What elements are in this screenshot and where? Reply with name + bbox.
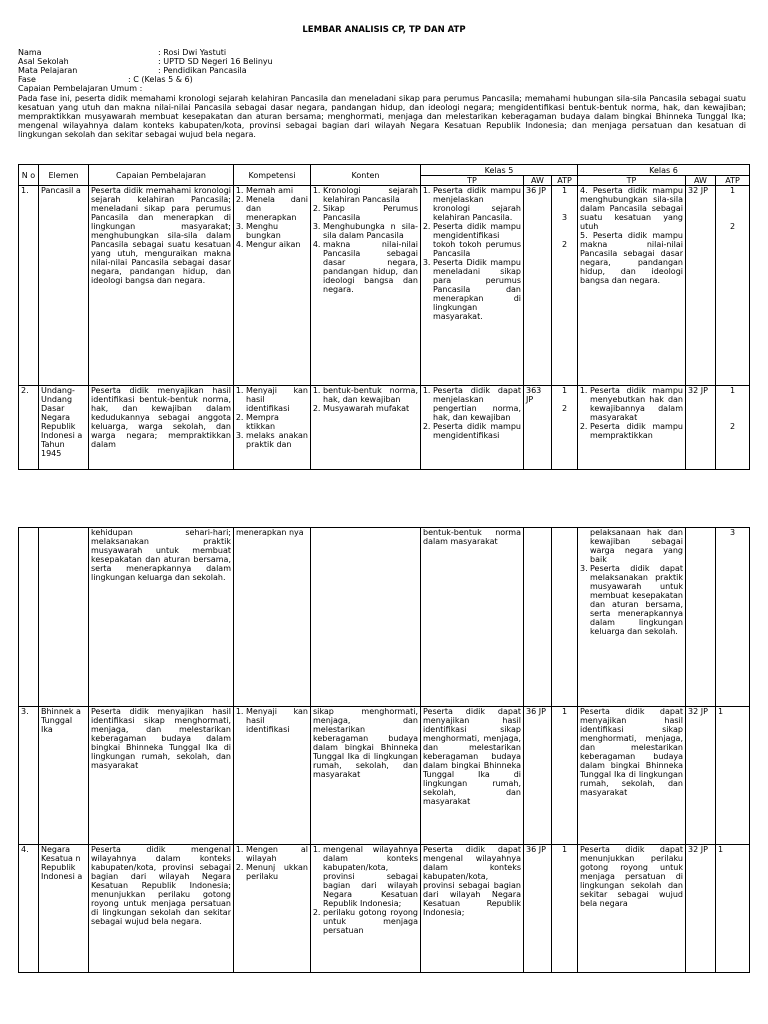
list-item: Peserta didik dapat melaksanakan praktik musyawarah untuk membuat kesepakatan dan aturan bersama, serta menerapkannya dalam lingkungan keluarga dan sekolah. xyxy=(590,564,683,636)
header-atp-kelas-5: ATP xyxy=(552,176,578,186)
row-tp-kelas-5-cont: bentuk-bentuk norma dalam masyarakat xyxy=(421,528,524,707)
list-item: 4. Mengur aikan xyxy=(246,240,308,249)
header-atp-kelas-6: ATP xyxy=(716,176,750,186)
row-elemen: Bhinnek a Tunggal Ika xyxy=(39,707,89,845)
row-elemen: Undang-Undang Dasar Negara Republik Indonesi a Tahun 1945 xyxy=(39,386,89,470)
table-row xyxy=(19,186,750,386)
list-item: 1. bentuk-bentuk norma, hak, dan kewajiban xyxy=(323,386,418,404)
row-aw-kelas-6: 32 JP xyxy=(686,845,716,973)
atp-value: 2 xyxy=(561,404,568,413)
list-item: 1. Menyaji kan hasil identifikasi xyxy=(246,707,308,734)
meta-cp-umum-label xyxy=(18,84,750,93)
row-atp-kelas-5-empty xyxy=(552,528,578,707)
list-item: 3. Peserta Didik mampu meneladani sikap para perumus Pancasila dan menerapkan di lingkungan masyarakat. xyxy=(433,258,521,321)
list-item: 2. Peserta didik mampu mengidentifikasi tokoh tokoh perumus Pancasila xyxy=(433,222,521,258)
analysis-table-page-2 xyxy=(18,527,750,973)
list-item: 3. melaks anakan praktik dan xyxy=(246,431,308,449)
row-number: 4. xyxy=(19,845,39,973)
meta-mata-pelajaran xyxy=(18,66,750,75)
row-aw-kelas-5: 36 JP xyxy=(524,845,552,973)
meta-label: Capaian Pembelajaran Umum xyxy=(18,84,138,93)
row-capaian-pembelajaran: Peserta didik menyajikan hasil identifikasi sikap menghormati, menjaga, dan melestarikan keberagaman budaya dalam bingkai Bhinneka Tunggal Ika di lingkungan rumah, sekolah, dan masyarakat xyxy=(89,707,234,845)
row-atp-kelas-6: 1 xyxy=(716,707,750,845)
row-kompetensi xyxy=(234,386,311,470)
table-row xyxy=(19,707,750,845)
header-kelas-5: Kelas 5 xyxy=(421,165,578,176)
list-item: 2. Menunj ukkan perilaku xyxy=(246,863,308,881)
tp-continuation: pelaksanaan hak dan kewajiban sebagai warga negara yang baik xyxy=(590,528,683,564)
meta-asal-sekolah xyxy=(18,57,750,66)
row-capaian-pembelajaran: Peserta didik mengenal wilayahnya dalam konteks kabupaten/kota, provinsi sebagai bagian dari wilayah Negara Kesatuan Republik Indonesia; menunjukkan perilaku gotong royong untuk menjaga persatuan di lingkungan sekolah dan sekitar sebagai wujud bela negara. xyxy=(89,845,234,973)
row-atp-kelas-5: 1 xyxy=(552,707,578,845)
list-item: 1. Kronologi sejarah kelahiran Pancasila xyxy=(323,186,418,204)
meta-value: : Rosi Dwi Yastuti xyxy=(158,48,227,57)
header-tp-kelas-5: TP xyxy=(421,176,524,186)
row-tp-kelas-6: Peserta didik dapat menunjukkan perilaku gotong royong untuk menjaga persatuan di lingkungan sekolah dan sekitar sebagai wujud bela negara xyxy=(578,845,686,973)
row-kompetensi xyxy=(234,845,311,973)
meta-label: Fase xyxy=(18,75,36,84)
list-item: 2. Musyawarah mufakat xyxy=(323,404,418,413)
document-title: LEMBAR ANALISIS CP, TP DAN ATP xyxy=(302,25,466,35)
row-konten xyxy=(311,845,421,973)
list-item: 1. Menyaji kan hasil identifikasi xyxy=(246,386,308,413)
header-kelas-6: Kelas 6 xyxy=(578,165,750,176)
row-atp-kelas-6-cont: 3 xyxy=(716,528,750,707)
table-row xyxy=(19,386,750,470)
row-aw-kelas-6: 32 JP xyxy=(686,186,716,386)
row-aw-kelas-5: 36 JP xyxy=(524,707,552,845)
list-item: 2. Peserta didik mampu mempraktikkan xyxy=(590,422,683,440)
row-tp-kelas-6-cont xyxy=(578,528,686,707)
row-aw-kelas-5: 363 JP xyxy=(524,386,552,470)
list-item: 1. Memah ami xyxy=(246,186,308,195)
meta-label: Asal Sekolah xyxy=(18,57,69,66)
atp-value: 2 xyxy=(729,422,736,431)
atp-value: 1 xyxy=(729,386,736,395)
row-elemen-empty xyxy=(39,528,89,707)
header-elemen: Elemen xyxy=(39,165,89,186)
header-aw-kelas-5: AW xyxy=(524,176,552,186)
header-konten: Konten xyxy=(311,165,421,186)
table-row xyxy=(19,845,750,973)
list-item: 2. Mempra ktikkan xyxy=(246,413,308,431)
row-tp-kelas-6 xyxy=(578,386,686,470)
row-aw-kelas-6: 32 JP xyxy=(686,707,716,845)
row-aw-kelas-5: 36 JP xyxy=(524,186,552,386)
row-konten xyxy=(311,186,421,386)
atp-value: 2 xyxy=(729,222,736,231)
row-elemen: Pancasil a xyxy=(39,186,89,386)
row-number: 3. xyxy=(19,707,39,845)
list-item: 2. perilaku gotong royong untuk menjaga persatuan xyxy=(323,908,418,935)
list-item: 3. Menghu bungkan xyxy=(246,222,308,240)
row-capaian-pembelajaran: Peserta didik menyajikan hasil identifikasi bentuk-bentuk norma, hak, dan kewajiban dalam kedudukannya sebagai anggota keluarga, warga sekolah, dan warga negara; mempraktikkan dalam xyxy=(89,386,234,470)
list-item: 1. Peserta didik mampu menyebutkan hak dan kewajibannya dalam masyarakat xyxy=(590,386,683,422)
header-aw-kelas-6: AW xyxy=(686,176,716,186)
header-no: N o xyxy=(19,165,39,186)
list-number: 3. xyxy=(580,564,588,573)
cp-umum-paragraph: Pada fase ini, peserta didik memahami kronologi sejarah kelahiran Pancasila dan meneladani sikap para perumus Pancasila; memahami hubungan sila-sila Pancasila sebagai suatu kesatuan yang utuh dan makna nilai-nilai Pancasila sebagai dasar negara, pandangan hidup, dan ideologi negara; mengidentifikasi bentuk-bentuk norma, hak, dan kewajiban; mempraktikkan musyawarah membuat kesepakatan dan aturan bersama; menghormati, menjaga dan melestarikan keberagaman budaya dalam bingkai Bhinneka Tunggal Ika; mengenal wilayahnya dalam konteks kabupaten/kota, provinsi sebagai bagian dari wilayah Negara Kesatuan Republik Indonesia; dan menjaga persatuan dan kesatuan di lingkungan sekolah dan sekitar sebagai wujud bela negara. xyxy=(18,94,746,139)
row-capaian-pembelajaran-cont: kehidupan sehari-hari; melaksanakan praktik musyawarah untuk membuat kesepakatan dan aturan bersama, serta menerapkannya dalam lingkungan keluarga dan sekolah. xyxy=(89,528,234,707)
list-item: 5. Peserta didik mampu makna nilai-nilai Pancasila sebagai dasar negara, pandangan hidup, dan ideologi bangsa dan negara. xyxy=(580,231,683,285)
list-item: 2. Sikap Perumus Pancasila xyxy=(323,204,418,222)
header-tp-kelas-6: TP xyxy=(578,176,686,186)
row-tp-kelas-5: Peserta didik dapat mengenal wilayahnya dalam konteks kabupaten/kota, provinsi sebagai bagian dari wilayah Negara Kesatuan Republik Indonesia; xyxy=(421,845,524,973)
row-atp-kelas-5 xyxy=(552,386,578,470)
atp-value: 1 xyxy=(561,186,568,195)
row-kompetensi xyxy=(234,186,311,386)
row-konten: sikap menghormati, menjaga, dan melestarikan keberagaman budaya dalam bingkai Bhinneka Tunggal Ika di lingkungan rumah, sekolah, dan masyarakat xyxy=(311,707,421,845)
row-number: 2. xyxy=(19,386,39,470)
list-item: 4. makna nilai-nilai Pancasila sebagai dasar negara, pandangan hidup, dan ideologi bangsa dan negara. xyxy=(323,240,418,294)
row-tp-kelas-6: Peserta didik dapat menyajikan hasil identifikasi sikap menghormati, menjaga, dan melestarikan keberagaman budaya dalam bingkai Bhinneka Tunggal Ika di lingkungan rumah, sekolah, dan masyarakat xyxy=(578,707,686,845)
row-kompetensi xyxy=(234,707,311,845)
row-tp-kelas-6 xyxy=(578,186,686,386)
row-kompetensi-cont: menerapkan nya xyxy=(234,528,311,707)
header-capaian-pembelajaran: Capaian Pembelajaran xyxy=(89,165,234,186)
row-number: 1. xyxy=(19,186,39,386)
atp-value: 1 xyxy=(561,386,568,395)
header-kompetensi: Kompetensi xyxy=(234,165,311,186)
atp-value: 2 xyxy=(561,240,568,249)
list-item: 2. Menela dani dan menerapkan xyxy=(246,195,308,222)
row-elemen: Negara Kesatua n Republik Indonesi a xyxy=(39,845,89,973)
list-item: 1. Peserta didik dapat menjelaskan pengertian norma, hak, dan kewajiban xyxy=(433,386,521,422)
row-atp-kelas-5 xyxy=(552,186,578,386)
atp-value: 3 xyxy=(561,213,568,222)
row-aw-kelas-6-empty xyxy=(686,528,716,707)
atp-value: 1 xyxy=(729,186,736,195)
row-tp-kelas-5 xyxy=(421,186,524,386)
row-konten xyxy=(311,386,421,470)
row-capaian-pembelajaran: Peserta didik memahami kronologi sejarah kelahiran Pancasila; meneladani sikap para perumus Pancasila dan menerapkan di lingkungan masyarakat; menghubungkan sila-sila dalam Pancasila sebagai suatu kesatuan yang utuh, menguraikan makna nilai-nilai Pancasila sebagai dasar negara, pandangan hidup, dan ideologi bangsa dan negara. xyxy=(89,186,234,386)
meta-label: Mata Pelajaran xyxy=(18,66,78,75)
row-aw-kelas-6: 32 JP xyxy=(686,386,716,470)
meta-value: : C (Kelas 5 & 6) xyxy=(128,75,193,84)
row-atp-kelas-5: 1 xyxy=(552,845,578,973)
meta-label: Nama xyxy=(18,48,42,57)
meta-value: : xyxy=(139,84,143,93)
meta-fase xyxy=(18,75,750,84)
row-atp-kelas-6 xyxy=(716,386,750,470)
list-item: 1. mengenal wilayahnya dalam konteks kabupaten/kota, provinsi sebagai bagian dari wilayah Negara Kesatuan Republik Indonesia; xyxy=(323,845,418,908)
analysis-table-page-1 xyxy=(18,164,750,470)
row-konten-empty xyxy=(311,528,421,707)
list-item: 4. Peserta didik mampu menghubungkan sila-sila dalam Pancasila sebagai suatu kesatuan yang utuh xyxy=(580,186,683,231)
list-item: 1. Peserta didik mampu menjelaskan kronologi sejarah kelahiran Pancasila. xyxy=(433,186,521,222)
row-atp-kelas-6 xyxy=(716,186,750,386)
list-item: 1. Mengen al wilayah xyxy=(246,845,308,863)
row-aw-kelas-5-empty xyxy=(524,528,552,707)
table-row-continued xyxy=(19,528,750,707)
list-item: 2. Peserta didik mampu mengidentifikasi xyxy=(433,422,521,440)
row-tp-kelas-5 xyxy=(421,386,524,470)
row-atp-kelas-6: 1 xyxy=(716,845,750,973)
row-tp-kelas-5: Peserta didik dapat menyajikan hasil identifikasi sikap menghormati, menjaga, dan melestarikan keberagaman budaya dalam bingkai Bhinneka Tunggal Ika di lingkungan rumah, sekolah, dan masyarakat xyxy=(421,707,524,845)
row-number-empty xyxy=(19,528,39,707)
list-item: 3. Menghubungka n sila-sila dalam Pancasila xyxy=(323,222,418,240)
meta-value: : Pendidikan Pancasila xyxy=(158,66,247,75)
meta-nama xyxy=(18,48,750,57)
identity-block xyxy=(18,48,750,139)
meta-value: : UPTD SD Negeri 16 Belinyu xyxy=(158,57,273,66)
